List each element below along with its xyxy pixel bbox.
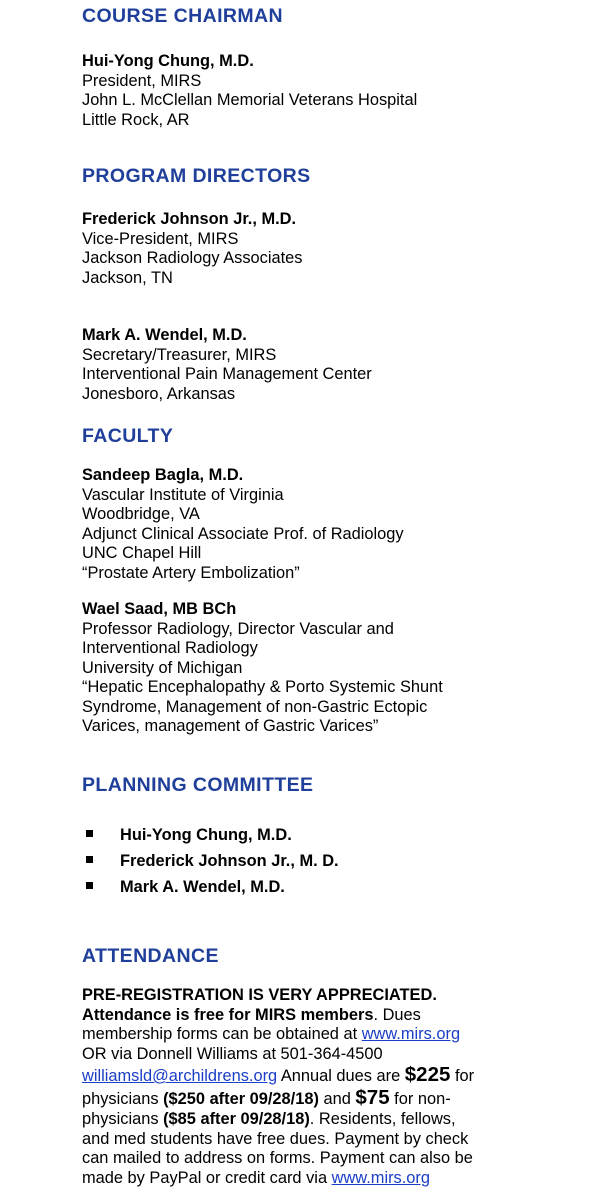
faculty-line: Adjunct Clinical Associate Prof. of Radiology [82, 524, 404, 543]
website-link[interactable]: www.mirs.org [331, 1168, 430, 1187]
med-students-text: and med students have free dues. Payment by check [82, 1129, 469, 1148]
director-entry [82, 326, 372, 404]
director-line: Interventional Pain Management Center [82, 365, 372, 383]
contact-text: OR via Donnell Williams at 501-364-4500 [82, 1044, 383, 1063]
chairman-entry [82, 52, 417, 130]
annual-dues-text: Annual dues are [277, 1067, 405, 1085]
director-name: Mark A. Wendel, M.D. [82, 326, 247, 344]
for-non-text: for non- [389, 1090, 451, 1108]
bullet-icon [86, 856, 93, 863]
director-entry [82, 210, 302, 288]
physician-late-fee: ($250 after 09/28/18) [163, 1090, 319, 1108]
director-line: Secretary/Treasurer, MIRS [82, 345, 277, 364]
director-name: Frederick Johnson Jr., M.D. [82, 210, 297, 228]
faculty-line: Syndrome, Management of non-Gastric Ectopic [82, 697, 428, 716]
faculty-line: Professor Radiology, Director Vascular and [82, 619, 394, 638]
course-chairman-heading: COURSE CHAIRMAN [82, 5, 283, 27]
program-directors-heading: PROGRAM DIRECTORS [82, 165, 311, 187]
faculty-line: Interventional Radiology [82, 639, 258, 657]
committee-member: Hui-Yong Chung, M.D. [120, 826, 292, 844]
faculty-name: Sandeep Bagla, M.D. [82, 466, 244, 484]
faculty-entry [82, 600, 443, 737]
forms-text: membership forms can be obtained at [82, 1025, 362, 1043]
director-line: Jackson Radiology Associates [82, 249, 303, 267]
dues-text: . Dues [373, 1005, 421, 1024]
website-link[interactable]: www.mirs.org [361, 1025, 461, 1043]
director-line: Jackson, TN [82, 268, 173, 287]
bullet-icon [86, 882, 93, 889]
bullet-icon [86, 830, 93, 837]
faculty-line: University of Michigan [82, 658, 243, 677]
chairman-name: Hui-Yong Chung, M.D. [82, 52, 254, 70]
email-link[interactable]: williamsld@archildrens.org [82, 1067, 278, 1085]
committee-member: Frederick Johnson Jr., M. D. [120, 852, 339, 870]
chairman-line: John L. McClellan Memorial Veterans Hospital [82, 91, 418, 109]
and-text: and [318, 1090, 356, 1108]
director-line: Jonesboro, Arkansas [82, 384, 236, 403]
for-text: for [450, 1067, 475, 1085]
mailed-text: can mailed to address on forms. Payment can also be [82, 1149, 473, 1167]
free-for-members-text: Attendance is free for MIRS members [82, 1005, 374, 1024]
faculty-entry [82, 466, 404, 583]
faculty-line: “Hepatic Encephalopathy & Porto Systemic Shunt [82, 678, 443, 696]
faculty-heading: FACULTY [82, 425, 174, 447]
faculty-line: Woodbridge, VA [82, 505, 200, 523]
director-line: Vice-President, MIRS [82, 229, 239, 248]
physicians-text: physicians [82, 1090, 164, 1108]
nonphysician-late-fee: ($85 after 09/28/18) [163, 1110, 310, 1128]
chairman-line: Little Rock, AR [82, 110, 190, 129]
pre-registration-text: PRE-REGISTRATION IS VERY APPRECIATED. [82, 986, 437, 1004]
planning-committee-heading: PLANNING COMMITTEE [82, 774, 314, 796]
chairman-line: President, MIRS [82, 71, 202, 90]
faculty-line: Vascular Institute of Virginia [82, 485, 284, 504]
faculty-line: “Prostate Artery Embolization” [82, 563, 300, 582]
committee-member: Mark A. Wendel, M.D. [120, 878, 285, 896]
attendance-body [82, 986, 474, 1188]
faculty-line: Varices, management of Gastric Varices” [82, 717, 379, 735]
residents-text: . Residents, fellows, [309, 1110, 456, 1128]
physician-price: $225 [404, 1063, 451, 1086]
attendance-heading: ATTENDANCE [82, 945, 219, 967]
paypal-text: made by PayPal or credit card via [82, 1168, 332, 1187]
faculty-name: Wael Saad, MB BCh [82, 600, 237, 618]
nonphysicians-text: physicians [82, 1110, 164, 1128]
faculty-line: UNC Chapel Hill [82, 544, 202, 562]
nonphysician-price: $75 [355, 1086, 390, 1109]
committee-list [82, 826, 482, 906]
